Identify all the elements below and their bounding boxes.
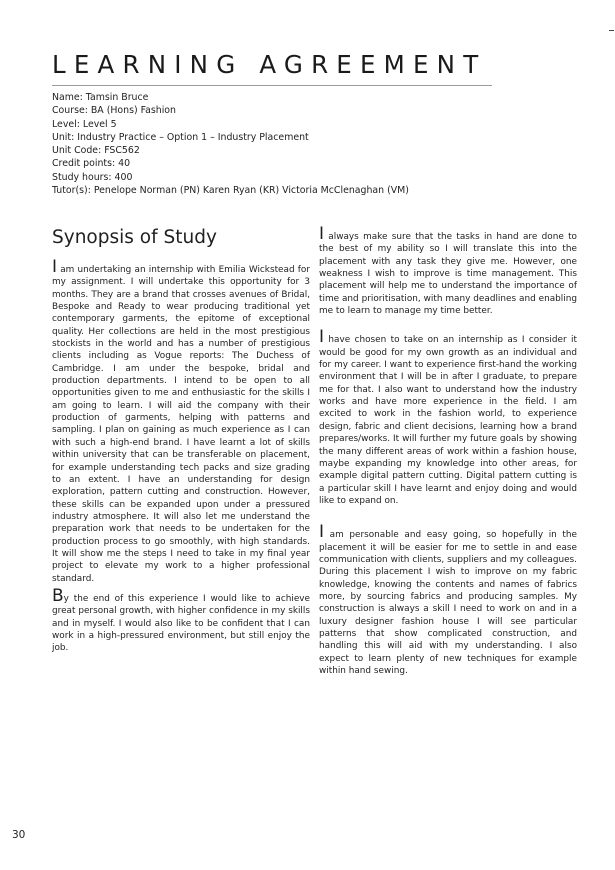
detail-course: Course: BA (Hons) Fashion xyxy=(52,105,176,117)
detail-name: Name: Tamsin Bruce xyxy=(52,92,149,103)
title-underline xyxy=(52,85,492,86)
student-details xyxy=(52,91,572,197)
detail-unit: Unit: Industry Practice – Option 1 – Industry Placement xyxy=(52,131,309,143)
left-column xyxy=(52,257,310,655)
page-number: 30 xyxy=(12,829,26,841)
detail-credit-points: Credit points: 40 xyxy=(52,158,131,170)
paragraph-skills-development: I am personable and easy going, so hopefully in the placement it will be easier for me to settle in and ease communication with clients, suppliers and my colleagues. During this placement I wish to improve on my fabric knowledge, knowing the contents and names of fabrics more, by sourcing fabrics and producing samples. My construction is always a skill I need to work on and in a luxury designer fashion house I will see particular patterns that show complicated construction, and handling this will aid with my understanding. I also expect to learn plenty of new techniques for example within hand sewing. xyxy=(319,522,577,676)
paragraph-internship-overview: I am undertaking an internship with Emilia Wickstead for my assignment. I will undertake this opportunity for 3 months. They are a brand that crosses avenues of Bridal, Bespoke and Ready to wear producing traditional yet contemporary garments, the epitome of exceptional quality. Her collections are held in the most prestigious stockists in the world and has a number of prestigious clients including as Vogue reports: The Duchess of Cambridge. I am under the bespoke, bridal and production departments. I intend to be open to all opportunities given to me and enthusiastic for the skills I am going to learn. I will aid the company with their production of garments, helping with patterns and sampling. I plan on gaining as much experience as I can with such a high-end brand. I have learnt a lot of skills within university that can be transferable on placement, for example understanding tech packs and size grading to an extent. I have an understanding for design exploration, pattern cutting and construction. However, these skills can be expanded upon under a pressured industry atmosphere. It will also let me understand the preparation work that needs to be undertaken for the production process to go smoothly, with high standards. It will show me the steps I need to take in my final year project to elevate my work to a higher professional standard. xyxy=(52,257,310,584)
paragraph-personal-growth: By the end of this experience I would like to achieve great personal growth, with higher confidence in my skills and in myself. I would also like to be confident that I can work in a high-pressured environment, but still enjoy the job. xyxy=(52,585,310,654)
detail-unit-code: Unit Code: FSC562 xyxy=(52,145,140,157)
paragraph-career-goals: I have chosen to take on an internship as I consider it would be good for my own growth as an individual and for my career. I want to experience first-hand the working environment that I will be in after I graduate, to prepare me for that. I also want to understand how the industry works and have more experience in the field. I am excited to work in the fashion world, to experience design, fabric and client decisions, learning how a brand prepares/works. It will further my future goals by showing the many different areas of work within a fashion house, maybe expanding my knowledge into other areas, for example digital pattern cutting. Digital pattern cutting is a particular skill I have learnt and enjoy doing and would like to expand on. xyxy=(319,327,577,506)
detail-tutors: Tutor(s): Penelope Norman (PN) Karen Ryan (KR) Victoria McClenaghan (VM) xyxy=(52,185,409,197)
page-title: LEARNING AGREEMENT xyxy=(52,50,487,79)
detail-study-hours: Study hours: 400 xyxy=(52,171,133,183)
crop-mark xyxy=(609,30,614,31)
right-column xyxy=(319,224,577,677)
paragraph-time-management: I always make sure that the tasks in hand are done to the best of my ability so I will translate this into the placement with any task they give me. However, one weakness I wish to improve is time management. This placement will help me to understand the importance of time and prioritisation, with many deadlines and enabling me to learn to manage my time better. xyxy=(319,224,577,317)
detail-level: Level: Level 5 xyxy=(52,118,117,130)
section-heading: Synopsis of Study xyxy=(52,227,217,248)
